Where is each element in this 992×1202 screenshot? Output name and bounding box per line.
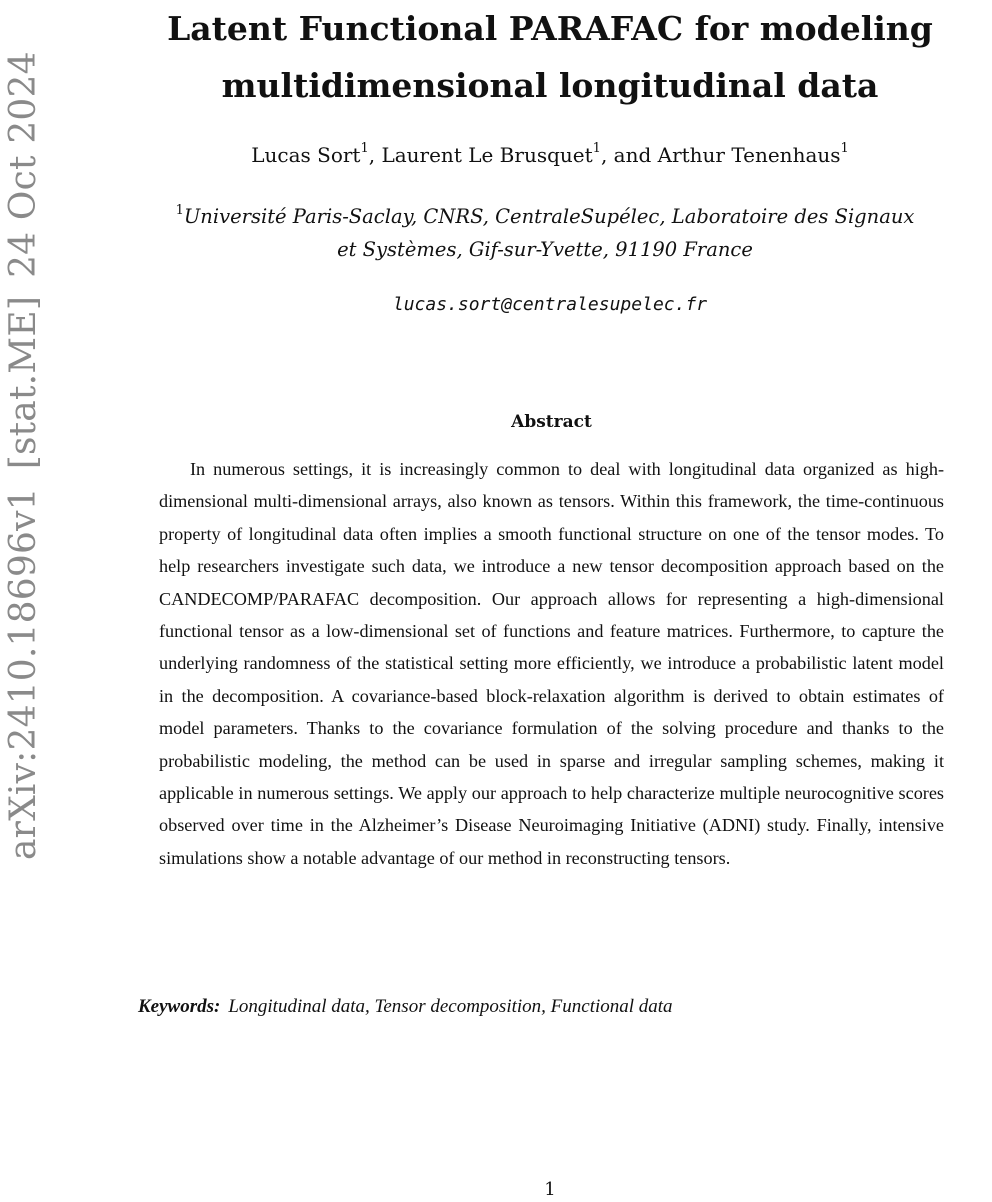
title-line-1: Latent Functional PARAFAC for modeling (167, 9, 933, 48)
keywords-label: Keywords: (138, 996, 221, 1017)
affiliation (100, 200, 990, 266)
affiliation-marker: 1 (592, 141, 601, 156)
affiliation-marker: 1 (175, 203, 184, 218)
abstract-heading: Abstract (511, 412, 592, 432)
keywords-text: Longitudinal data, Tensor decomposition, Functional data (228, 996, 673, 1017)
arxiv-identifier-stamp (2, 51, 46, 860)
arxiv-category: [stat.ME] (3, 295, 44, 470)
page-number: 1 (544, 1179, 556, 1200)
author-separator: , and (600, 143, 658, 167)
author-name: Laurent Le Brusquet (381, 143, 593, 167)
paper-title (120, 0, 980, 114)
arxiv-id: arXiv:2410.18696v1 (3, 487, 44, 860)
arxiv-date: 24 Oct 2024 (3, 51, 44, 278)
author-list (120, 140, 980, 170)
author-separator: , (368, 143, 382, 167)
abstract-body (159, 453, 944, 874)
author-name: Arthur Tenenhaus (657, 143, 841, 167)
contact-email[interactable]: lucas.sort@centralesupelec.fr (392, 294, 708, 315)
abstract-paragraph: In numerous settings, it is increasingly common to deal with longitudinal data organized as high-dimensional multi-dimensional arrays, also known as tensors. Within this framework, the time-continuous property of longitudinal data often implies a smooth functional structure on one of the tensor modes. To help researchers investigate such data, we introduce a new tensor decomposition approach based on the CANDECOMP/PARAFAC decomposition. Our approach allows for representing a high-dimensional functional tensor as a low-dimensional set of functions and feature matrices. Furthermore, to capture the underlying randomness of the statistical setting more efficiently, we introduce a probabilistic latent model in the decomposition. A covariance-based block-relaxation algorithm is derived to obtain estimates of model parameters. Thanks to the covariance formulation of the solving procedure and thanks to the probabilistic modeling, the method can be used in sparse and irregular sampling schemes, making it applicable in numerous settings. We apply our approach to help characterize multiple neurocognitive scores observed over time in the Alzheimer’s Disease Neuroimaging Initiative (ADNI) study. Finally, intensive simulations show a notable advantage of our method in reconstructing tensors. (159, 459, 944, 868)
author-name: Lucas Sort (251, 143, 361, 167)
affiliation-marker: 1 (840, 141, 849, 156)
keywords (138, 992, 968, 1022)
affiliation-line-2: et Systèmes, Gif-sur-Yvette, 91190 France (337, 238, 753, 261)
affiliation-text: Université Paris-Saclay, CNRS, CentraleSupélec, Laboratoire des Signaux (183, 205, 915, 228)
affiliation-marker: 1 (360, 141, 369, 156)
title-line-2: multidimensional longitudinal data (221, 66, 879, 105)
affiliation-line-1 (100, 200, 990, 233)
